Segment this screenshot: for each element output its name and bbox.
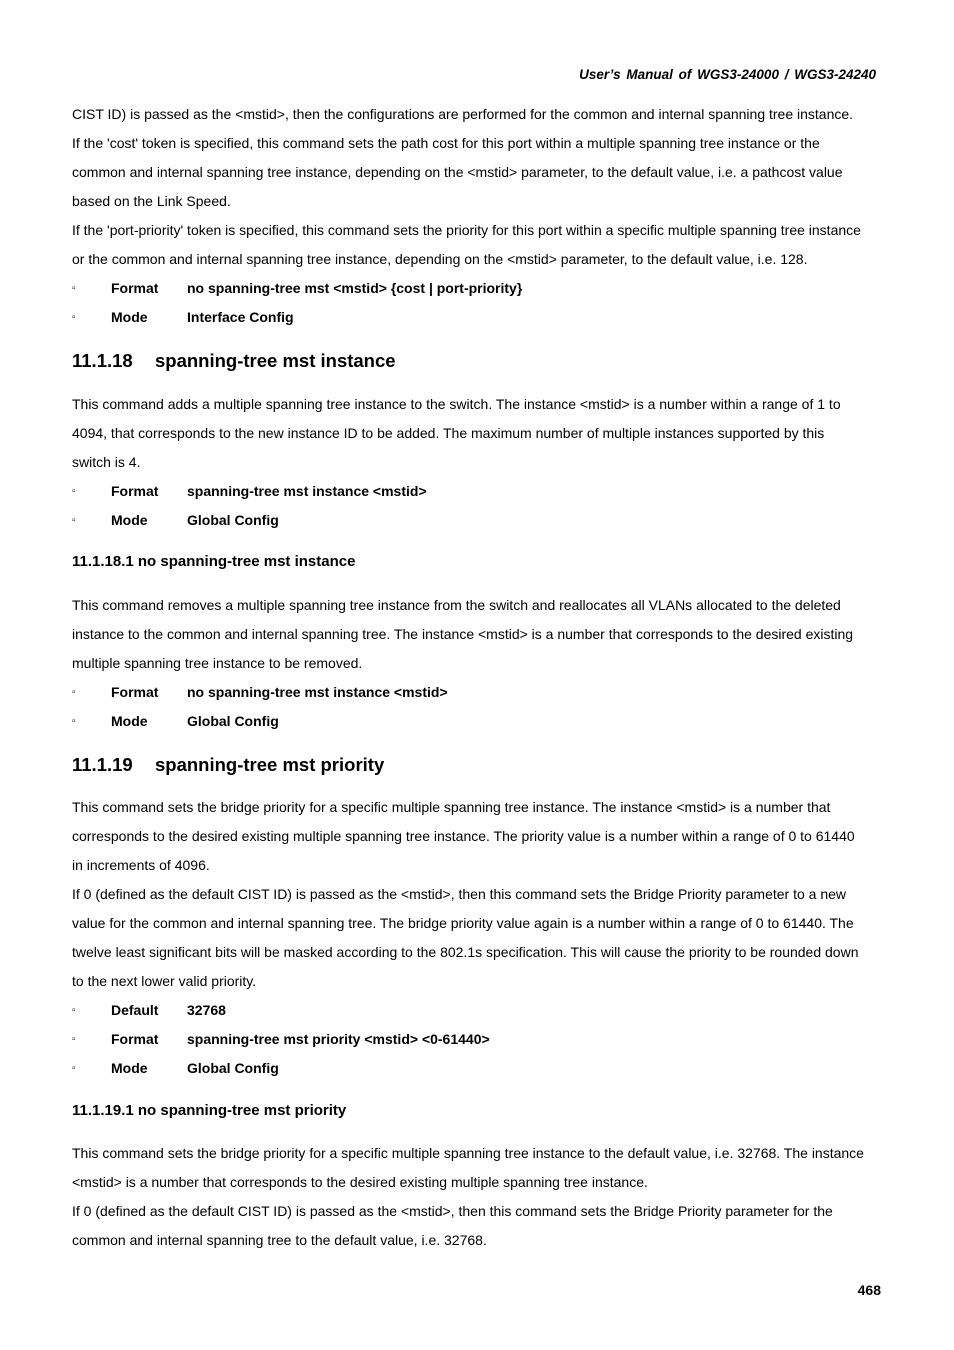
section-11-1-18-1: [72, 551, 892, 573]
item-value: no spanning-tree mst <mstid> {cost | port-priority}: [187, 280, 523, 296]
paragraph: CIST ID) is passed as the <mstid>, then the configurations are performed for the common and internal spanning tree instance.: [72, 106, 854, 122]
bullet-icon: ▫: [72, 1034, 76, 1045]
bullet-icon: ▫: [72, 687, 76, 698]
intro-section: [72, 100, 892, 332]
item-key: Format: [111, 483, 159, 499]
section-11-1-19-1-body: [72, 1139, 892, 1255]
section-heading: [72, 752, 892, 778]
bullet-icon: ▫: [72, 283, 76, 294]
paragraph: common and internal spanning tree to the default value, i.e. 32768.: [72, 1232, 487, 1248]
bullet-icon: ▫: [72, 515, 76, 526]
item-value: no spanning-tree mst instance <mstid>: [187, 684, 448, 700]
item-key: Format: [111, 280, 159, 296]
format-item: [72, 274, 892, 303]
subsection-heading: 11.1.18.1 no spanning-tree mst instance: [72, 553, 356, 570]
paragraph: This command sets the bridge priority for a specific multiple spanning tree instance. The instance <mstid> is a number that: [72, 799, 831, 815]
paragraph: switch is 4.: [72, 454, 141, 470]
item-key: Mode: [111, 512, 148, 528]
paragraph: <mstid> is a number that corresponds to the desired existing multiple spanning tree instance.: [72, 1174, 648, 1190]
bullet-icon: ▫: [72, 312, 76, 323]
format-item: [72, 1025, 892, 1054]
section-title: spanning-tree mst priority: [155, 754, 385, 775]
section-11-1-18-body: [72, 390, 892, 535]
bullet-icon: ▫: [72, 716, 76, 727]
bullet-icon: ▫: [72, 1063, 76, 1074]
paragraph: value for the common and internal spanning tree. The bridge priority value again is a number within a range of 0 to 61440. The: [72, 915, 854, 931]
page-number: 468: [857, 1282, 881, 1298]
paragraph: common and internal spanning tree instance, depending on the <mstid> parameter, to the default value, i.e. a pathcost value: [72, 164, 843, 180]
paragraph: multiple spanning tree instance to be removed.: [72, 655, 363, 671]
paragraph: This command adds a multiple spanning tree instance to the switch. The instance <mstid> is a number within a range of 1 to: [72, 396, 841, 412]
bullet-icon: ▫: [72, 1005, 76, 1016]
running-header: User’s Manual of WGS3-24000 / WGS3-24240: [579, 67, 876, 82]
default-item: [72, 996, 892, 1025]
item-key: Default: [111, 1002, 159, 1018]
item-key: Mode: [111, 1060, 148, 1076]
item-key: Format: [111, 684, 159, 700]
section-11-1-18-1-body: [72, 591, 892, 736]
item-value: 32768: [187, 1002, 226, 1018]
item-key: Format: [111, 1031, 159, 1047]
paragraph: This command removes a multiple spanning tree instance from the switch and reallocates all VLANs allocated to the deleted: [72, 597, 841, 613]
format-item: [72, 477, 892, 506]
mode-item: [72, 506, 892, 535]
paragraph: in increments of 4096.: [72, 857, 210, 873]
item-value: spanning-tree mst instance <mstid>: [187, 483, 427, 499]
section-title: spanning-tree mst instance: [155, 350, 396, 371]
subsection-heading: 11.1.19.1 no spanning-tree mst priority: [72, 1102, 347, 1119]
section-11-1-19-body: [72, 793, 892, 1083]
section-11-1-18: [72, 348, 892, 374]
paragraph: If the 'cost' token is specified, this command sets the path cost for this port within a multiple spanning tree instance or the: [72, 135, 820, 151]
item-value: spanning-tree mst priority <mstid> <0-61440>: [187, 1031, 490, 1047]
format-item: [72, 678, 892, 707]
section-11-1-19-1: [72, 1100, 892, 1122]
paragraph: If 0 (defined as the default CIST ID) is passed as the <mstid>, then this command sets the Bridge Priority parameter for the: [72, 1203, 833, 1219]
mode-item: [72, 707, 892, 736]
section-number: 11.1.19: [72, 754, 133, 775]
paragraph: based on the Link Speed.: [72, 193, 231, 209]
paragraph: corresponds to the desired existing multiple spanning tree instance. The priority value is a number within a range of 0 to 61440: [72, 828, 855, 844]
paragraph: 4094, that corresponds to the new instance ID to be added. The maximum number of multiple instances supported by this: [72, 425, 825, 441]
item-key: Mode: [111, 309, 148, 325]
paragraph: or the common and internal spanning tree instance, depending on the <mstid> parameter, to the default value, i.e. 128.: [72, 251, 808, 267]
section-11-1-19: [72, 752, 892, 778]
item-key: Mode: [111, 713, 148, 729]
paragraph: to the next lower valid priority.: [72, 973, 257, 989]
mode-item: [72, 1054, 892, 1083]
paragraph: If the 'port-priority' token is specified, this command sets the priority for this port within a specific multiple spanning tree instance: [72, 222, 861, 238]
section-number: 11.1.18: [72, 350, 133, 371]
bullet-icon: ▫: [72, 486, 76, 497]
item-value: Interface Config: [187, 309, 294, 325]
item-value: Global Config: [187, 1060, 279, 1076]
item-value: Global Config: [187, 512, 279, 528]
paragraph: twelve least significant bits will be masked according to the 802.1s specification. This will cause the priority to be rounded down: [72, 944, 859, 960]
paragraph: This command sets the bridge priority for a specific multiple spanning tree instance to the default value, i.e. 32768. The instance: [72, 1145, 864, 1161]
section-heading: [72, 348, 892, 374]
mode-item: [72, 303, 892, 332]
paragraph: If 0 (defined as the default CIST ID) is passed as the <mstid>, then this command sets the Bridge Priority parameter to a new: [72, 886, 847, 902]
item-value: Global Config: [187, 713, 279, 729]
paragraph: instance to the common and internal spanning tree. The instance <mstid> is a number that corresponds to the desired existing: [72, 626, 854, 642]
